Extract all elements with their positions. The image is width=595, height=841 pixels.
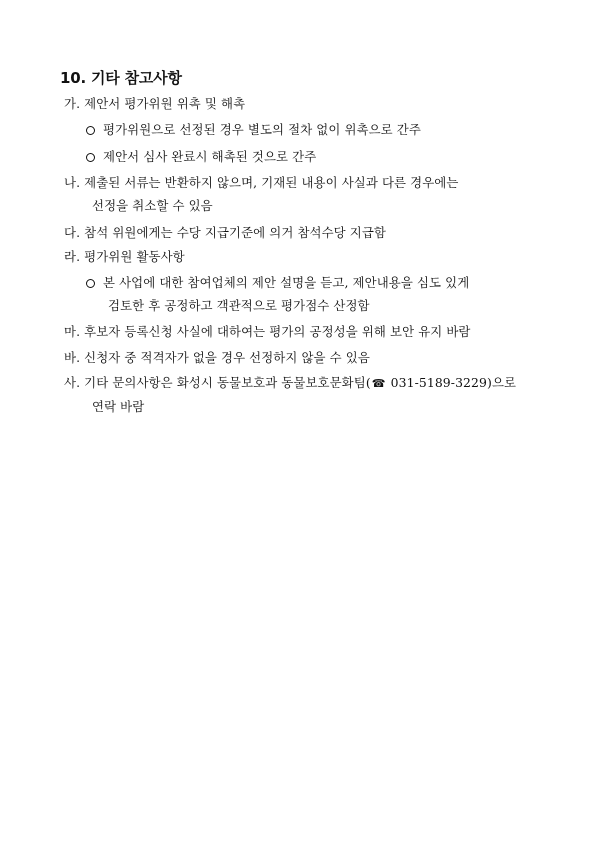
circle-bullet-icon bbox=[86, 279, 95, 288]
item-ra: 라. 평가위원 활동사항 bbox=[64, 249, 185, 264]
item-na-line-2: 선정을 취소할 수 있음 bbox=[92, 198, 213, 213]
section-title: 10. 기타 참고사항 bbox=[60, 69, 182, 87]
item-sa-suffix: 031-5189-3229)으로 bbox=[386, 375, 517, 390]
telephone-icon: ☎ bbox=[371, 377, 386, 390]
item-ba: 바. 신청자 중 적격자가 없을 경우 선정하지 않을 수 있음 bbox=[64, 350, 370, 365]
item-ga: 가. 제안서 평가위원 위촉 및 해촉 bbox=[64, 96, 246, 111]
item-ga-bullet-2 bbox=[86, 149, 316, 165]
item-ga-bullet-2-text: 제안서 심사 완료시 해촉된 것으로 간주 bbox=[103, 149, 317, 164]
item-ma: 마. 후보자 등록신청 사실에 대하여는 평가의 공정성을 위해 보안 유지 바람 bbox=[64, 324, 471, 339]
item-ga-bullet-1-text: 평가위원으로 선정된 경우 별도의 절차 없이 위촉으로 간주 bbox=[103, 122, 421, 137]
item-sa-line-2: 연락 바람 bbox=[92, 399, 145, 414]
item-sa-prefix: 사. 기타 문의사항은 화성시 동물보호과 동물보호문화팀( bbox=[64, 375, 371, 390]
item-ga-bullet-1 bbox=[86, 122, 421, 138]
item-ra-bullet-line-1 bbox=[86, 275, 469, 291]
item-ra-bullet-text-1: 본 사업에 대한 참여업체의 제안 설명을 듣고, 제안내용을 심도 있게 bbox=[103, 275, 470, 290]
item-ra-bullet-line-2: 검토한 후 공정하고 객관적으로 평가점수 산정함 bbox=[108, 298, 370, 313]
circle-bullet-icon bbox=[86, 153, 95, 162]
item-da: 다. 참석 위원에게는 수당 지급기준에 의거 참석수당 지급함 bbox=[64, 225, 386, 240]
circle-bullet-icon bbox=[86, 126, 95, 135]
item-sa-line-1 bbox=[64, 375, 516, 392]
item-na-line-1: 나. 제출된 서류는 반환하지 않으며, 기재된 내용이 사실과 다른 경우에는 bbox=[64, 175, 459, 190]
